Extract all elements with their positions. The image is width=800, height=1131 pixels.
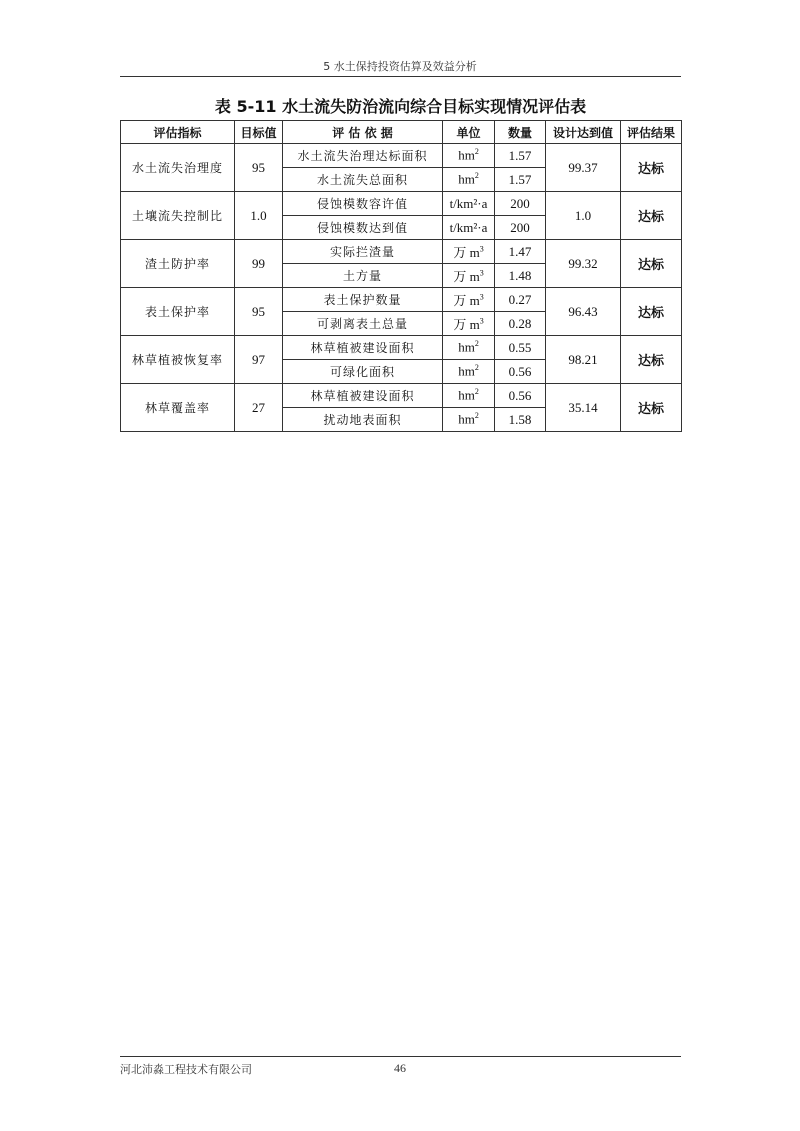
table-row xyxy=(121,240,682,264)
basis-cell: 实际拦渣量 xyxy=(283,240,443,264)
design-value-cell: 98.21 xyxy=(546,336,621,384)
column-header: 单位 xyxy=(443,121,495,144)
target-cell: 1.0 xyxy=(235,192,283,240)
table-row xyxy=(121,288,682,312)
indicator-cell: 水土流失治理度 xyxy=(121,144,235,192)
unit-superscript: 2 xyxy=(474,339,479,349)
unit-superscript: 2 xyxy=(474,363,479,373)
table-header-row xyxy=(121,121,682,144)
basis-cell: 侵蚀模数容许值 xyxy=(283,192,443,216)
indicator-cell: 土壤流失控制比 xyxy=(121,192,235,240)
unit-text: t/km²·a xyxy=(449,219,488,235)
result-cell: 达标 xyxy=(621,192,682,240)
unit-text: hm xyxy=(458,411,475,427)
result-cell: 达标 xyxy=(621,144,682,192)
basis-cell: 可剥离表土总量 xyxy=(283,312,443,336)
evaluation-table xyxy=(120,120,682,432)
basis-cell: 水土流失治理达标面积 xyxy=(283,144,443,168)
quantity-cell: 0.55 xyxy=(495,336,546,360)
unit-text: hm xyxy=(458,147,475,163)
unit-cell xyxy=(443,408,495,432)
unit-superscript: 3 xyxy=(479,292,484,302)
column-header: 目标值 xyxy=(235,121,283,144)
result-cell: 达标 xyxy=(621,288,682,336)
unit-cell xyxy=(443,192,495,216)
column-header: 评估指标 xyxy=(121,121,235,144)
basis-cell: 表土保护数量 xyxy=(283,288,443,312)
page-number: 46 xyxy=(394,1061,406,1075)
unit-cell xyxy=(443,336,495,360)
indicator-cell: 表土保护率 xyxy=(121,288,235,336)
target-cell: 95 xyxy=(235,288,283,336)
quantity-cell: 1.48 xyxy=(495,264,546,288)
unit-cell xyxy=(443,144,495,168)
basis-cell: 侵蚀模数达到值 xyxy=(283,216,443,240)
indicator-cell: 渣土防护率 xyxy=(121,240,235,288)
unit-superscript: 2 xyxy=(474,147,479,157)
basis-cell: 扰动地表面积 xyxy=(283,408,443,432)
unit-text: 万 m xyxy=(453,317,480,332)
target-cell: 27 xyxy=(235,384,283,432)
unit-text: hm xyxy=(458,363,475,379)
design-value-cell: 1.0 xyxy=(546,192,621,240)
basis-cell: 水土流失总面积 xyxy=(283,168,443,192)
footer-rule xyxy=(120,1056,681,1057)
footer-company: 河北沛淼工程技术有限公司 xyxy=(120,1063,252,1076)
running-header: 5 水土保持投资估算及效益分析 xyxy=(323,60,477,73)
unit-superscript: 3 xyxy=(479,244,484,254)
basis-cell: 可绿化面积 xyxy=(283,360,443,384)
quantity-cell: 1.57 xyxy=(495,144,546,168)
unit-text: hm xyxy=(458,171,475,187)
quantity-cell: 200 xyxy=(495,192,546,216)
table-row xyxy=(121,384,682,408)
quantity-cell: 0.28 xyxy=(495,312,546,336)
design-value-cell: 96.43 xyxy=(546,288,621,336)
quantity-cell: 0.56 xyxy=(495,384,546,408)
column-header: 设计达到值 xyxy=(546,121,621,144)
unit-text: 万 m xyxy=(453,245,480,260)
unit-text: t/km²·a xyxy=(449,195,488,211)
result-cell: 达标 xyxy=(621,240,682,288)
column-header: 评 估 依 据 xyxy=(283,121,443,144)
unit-cell xyxy=(443,312,495,336)
unit-superscript: 3 xyxy=(479,316,484,326)
unit-cell xyxy=(443,360,495,384)
table-row xyxy=(121,144,682,168)
column-header: 评估结果 xyxy=(621,121,682,144)
unit-cell xyxy=(443,216,495,240)
unit-superscript: 2 xyxy=(474,411,479,421)
unit-superscript: 3 xyxy=(479,268,484,278)
quantity-cell: 1.57 xyxy=(495,168,546,192)
design-value-cell: 99.37 xyxy=(546,144,621,192)
quantity-cell: 0.56 xyxy=(495,360,546,384)
design-value-cell: 99.32 xyxy=(546,240,621,288)
unit-superscript: 2 xyxy=(474,171,479,181)
unit-cell xyxy=(443,288,495,312)
basis-cell: 林草植被建设面积 xyxy=(283,336,443,360)
basis-cell: 土方量 xyxy=(283,264,443,288)
table-body xyxy=(121,144,682,432)
indicator-cell: 林草覆盖率 xyxy=(121,384,235,432)
quantity-cell: 1.47 xyxy=(495,240,546,264)
unit-text: 万 m xyxy=(453,293,480,308)
indicator-cell: 林草植被恢复率 xyxy=(121,336,235,384)
quantity-cell: 0.27 xyxy=(495,288,546,312)
unit-text: 万 m xyxy=(453,269,480,284)
quantity-cell: 1.58 xyxy=(495,408,546,432)
table-row xyxy=(121,192,682,216)
target-cell: 97 xyxy=(235,336,283,384)
result-cell: 达标 xyxy=(621,336,682,384)
quantity-cell: 200 xyxy=(495,216,546,240)
unit-cell xyxy=(443,384,495,408)
unit-cell xyxy=(443,240,495,264)
header-rule xyxy=(120,76,681,77)
column-header: 数量 xyxy=(495,121,546,144)
evaluation-table-container xyxy=(120,120,681,432)
target-cell: 95 xyxy=(235,144,283,192)
table-title: 表 5-11 水土流失防治流向综合目标实现情况评估表 xyxy=(214,97,587,116)
unit-text: hm xyxy=(458,339,475,355)
result-cell: 达标 xyxy=(621,384,682,432)
target-cell: 99 xyxy=(235,240,283,288)
unit-cell xyxy=(443,264,495,288)
unit-superscript: 2 xyxy=(474,387,479,397)
unit-text: hm xyxy=(458,387,475,403)
basis-cell: 林草植被建设面积 xyxy=(283,384,443,408)
table-row xyxy=(121,336,682,360)
design-value-cell: 35.14 xyxy=(546,384,621,432)
unit-cell xyxy=(443,168,495,192)
